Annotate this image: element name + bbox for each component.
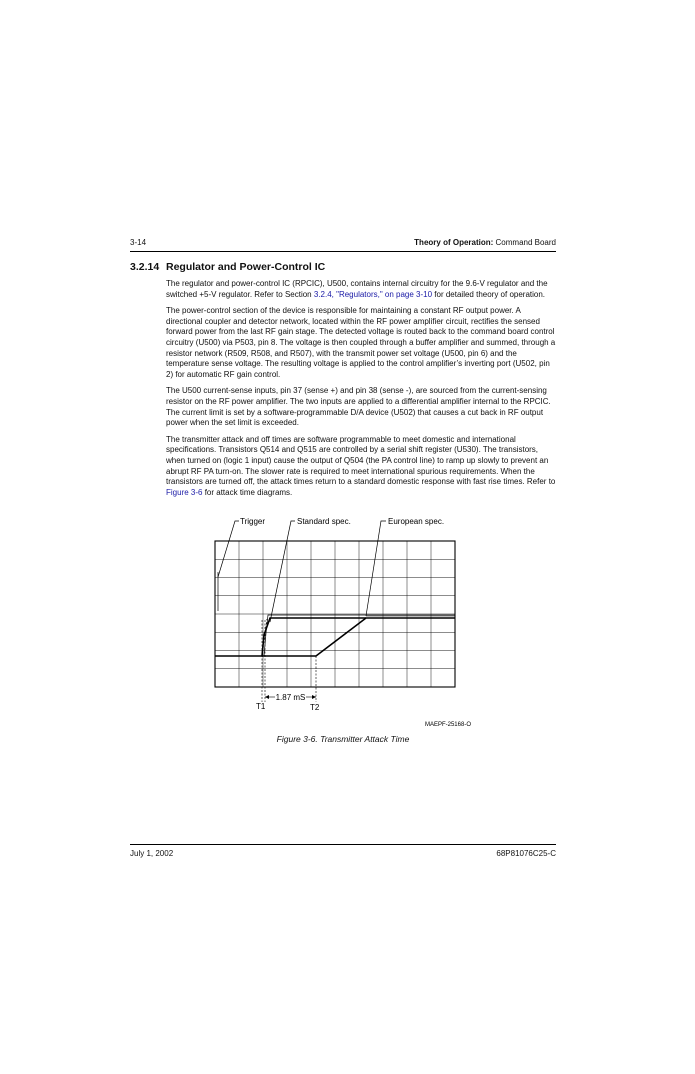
arrowhead-left: [265, 695, 269, 699]
attack-time-figure: [198, 512, 478, 730]
running-title: [414, 238, 556, 247]
footer-date: July 1, 2002: [130, 849, 174, 858]
european-spec-label: European spec.: [388, 517, 445, 526]
arrowhead-right: [312, 695, 316, 699]
section-number: 3.2.14: [130, 261, 160, 273]
trigger-label: Trigger: [240, 517, 266, 526]
running-title-bold: Theory of Operation:: [414, 238, 494, 247]
page-number: 3-14: [130, 238, 147, 247]
section-link[interactable]: 3.2.4, "Regulators," on page 3-10: [313, 289, 433, 299]
trigger-leader: [218, 521, 239, 577]
t1-label: T1: [256, 702, 266, 711]
figure-caption: Figure 3-6. Transmitter Attack Time: [276, 734, 410, 744]
header-rule: [130, 251, 556, 252]
running-title-rest: Command Board: [493, 238, 556, 247]
standard-spec-label: Standard spec.: [297, 517, 351, 526]
paragraph: The U500 current-sense inputs, pin 37 (sense +) and pin 38 (sense -), are sourced from the current-sensing resistor on the RF power amplifier. The two inputs are applied to a differential amplifier internal to the RPCIC. The current limit is set by a software-programmable D/A device (U502) that causes a cut back in RF output power when the set limit is exceeded.: [166, 386, 551, 428]
body-text: [166, 279, 556, 504]
interval-label: 1.87 mS: [275, 693, 306, 702]
diagram-grid: [215, 541, 455, 687]
figure-link[interactable]: Figure 3-6: [166, 487, 203, 497]
section-title: Regulator and Power-Control IC: [166, 261, 326, 273]
attack-time-diagram: [198, 512, 478, 730]
running-header: [130, 236, 556, 250]
section-heading: [130, 261, 325, 273]
paragraph: The transmitter attack and off times are software programmable to meet domestic and international specifications. Transistors Q514 and Q515 are controlled by a serial shift register (U530). The transistors, when turned on (logic 1 input) cause the output of Q504 (the PA control line) to ramp up slowly to prevent an abrupt RF PA turn-on. The slower rate is required to meet international spurious requirements. When the transistors are turned off, the attack times return to a standard domestic response with fast rise times. Refer to Figure 3-6 for attack time diagrams.: [166, 434, 556, 497]
paragraph: The power-control section of the device is responsible for maintaining a constant RF output power. A directional coupler and detector network, located within the RF power amplifier circuit, rectifies the sensed forward power from the last RF gain stage. The detected voltage is routed back to the command board control circuitry (U500) via P503, pin 8. The voltage is then coupled through a buffer amplifier and summed, through a resistor network (R509, R508, and R507), with the transmit power set voltage (U500, pin 6) and the temperature sense voltage. The resulting voltage is applied to the control amplifier’s inverting port (U502, pin 2) for automatic RF gain control.: [166, 306, 556, 379]
paragraph: The regulator and power-control IC (RPCIC), U500, contains internal circuitry for the 9.6-V regulator and the switched +5-V regulator. Refer to Section 3.2.4, "Regulators," on page 3-10 for detailed theory of operation.: [166, 279, 548, 299]
standard-upper-trace: [264, 615, 455, 656]
footer-doc-number: 68P81076C25-C: [496, 849, 556, 858]
t2-label: T2: [310, 703, 320, 712]
standard-leader: [270, 521, 295, 622]
art-id: MAEPF-25168-O: [424, 722, 471, 728]
footer-rule: [130, 844, 556, 845]
